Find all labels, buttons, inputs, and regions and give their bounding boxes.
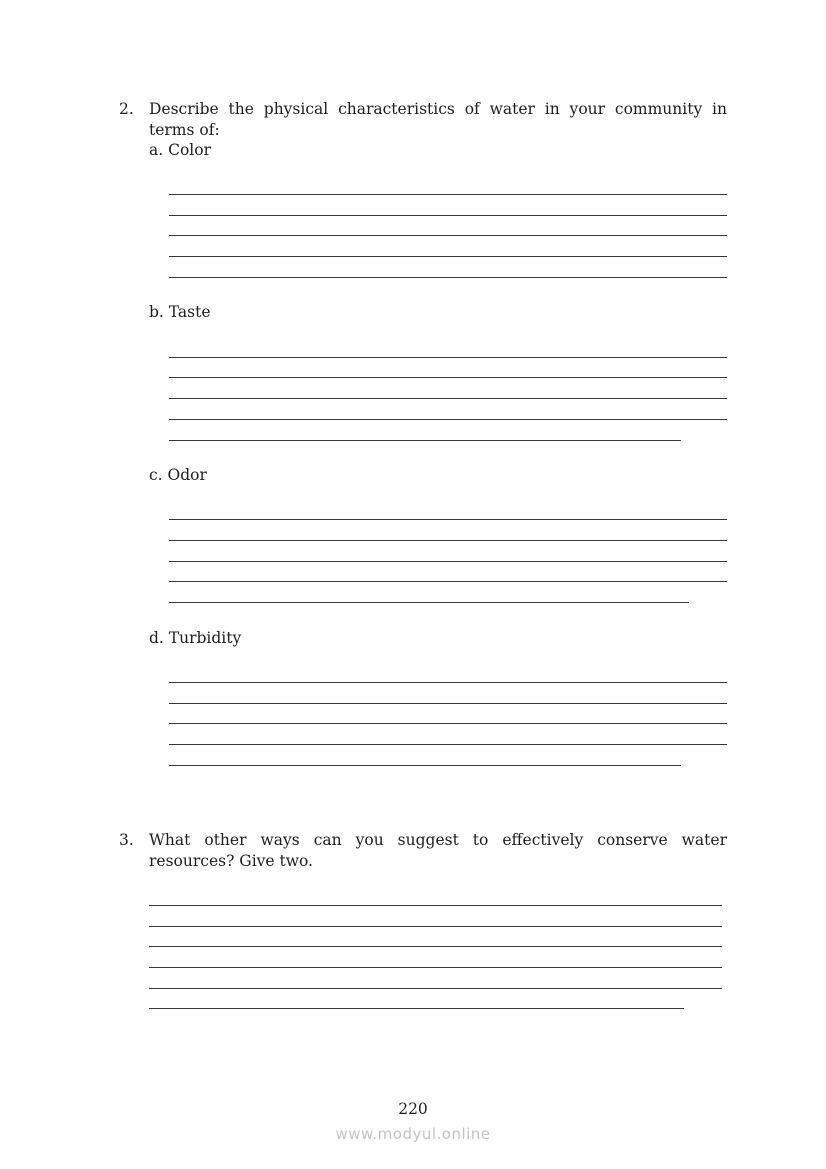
question-text: What other ways can you suggest to effectively conserve water resources? Give two. [149,831,727,870]
answer-line[interactable] [169,440,681,441]
part-label-odor: c. Odor [149,466,207,484]
answer-line[interactable] [169,561,727,562]
answer-line[interactable] [149,967,722,968]
answer-line[interactable] [149,926,722,927]
answer-line[interactable] [149,905,722,906]
answer-line[interactable] [169,682,727,683]
watermark: www.modyul.online [335,1125,491,1143]
part-label-turbidity: d. Turbidity [149,629,242,647]
answer-line[interactable] [169,277,727,278]
answer-line[interactable] [169,519,727,520]
answer-line[interactable] [169,419,727,420]
answer-line[interactable] [169,194,727,195]
question-number: 3. [119,831,134,849]
answer-line[interactable] [169,215,727,216]
question-text: Describe the physical characteristics of water in your community in terms of: [149,100,727,139]
answer-line[interactable] [169,744,727,745]
page-number: 220 [398,1100,428,1118]
answer-line[interactable] [169,540,727,541]
answer-line[interactable] [149,946,722,947]
answer-line[interactable] [169,602,689,603]
answer-line[interactable] [169,357,727,358]
answer-line[interactable] [149,1008,684,1009]
answer-line[interactable] [169,723,727,724]
answer-line[interactable] [169,377,727,378]
answer-line[interactable] [169,235,727,236]
answer-line[interactable] [149,988,722,989]
answer-line[interactable] [169,581,727,582]
answer-line[interactable] [169,256,727,257]
answer-line[interactable] [169,703,727,704]
part-label-taste: b. Taste [149,303,211,321]
answer-line[interactable] [169,765,681,766]
part-label-color: a. Color [149,141,211,159]
answer-line[interactable] [169,398,727,399]
question-number: 2. [119,100,134,118]
